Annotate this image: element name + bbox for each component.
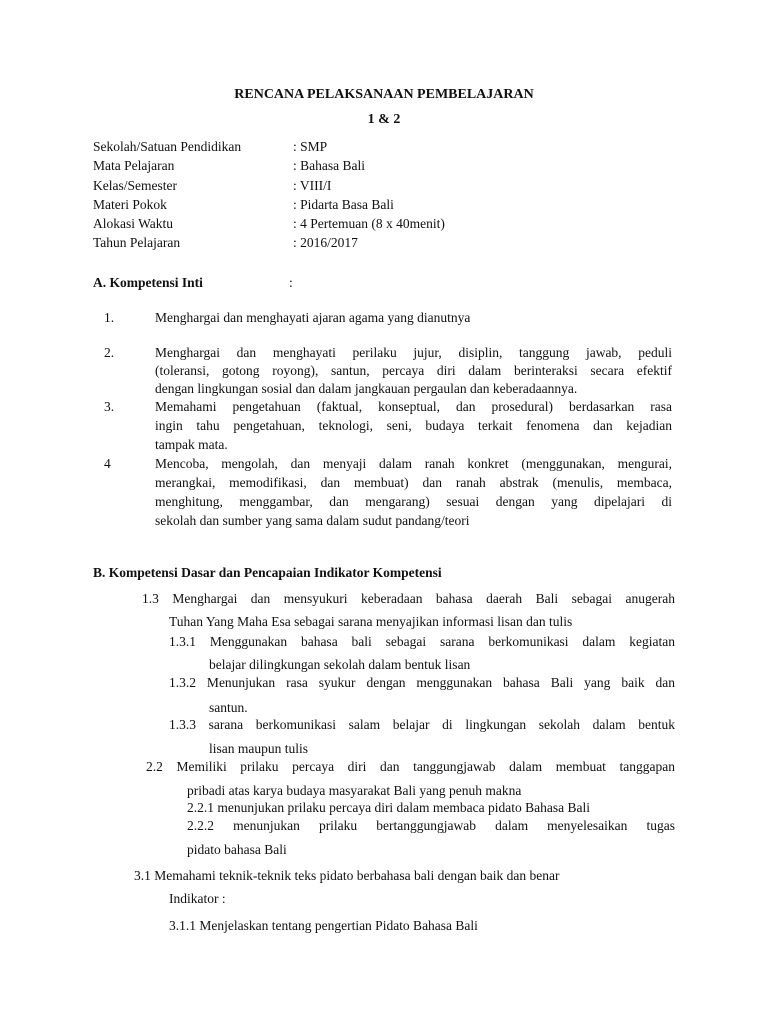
indicator-text: 1.3.2 Menunjukan rasa syukur dengan menggunakan bahasa Bali yang baik dan [169,675,675,690]
ki-text: Menghargai dan menghayati perilaku jujur, disiplin, tanggung jawab, peduli [155,345,672,360]
identity-label: Kelas/Semester [93,178,177,193]
section-a-colon: : [289,275,293,290]
ki-text: merangkai, memodifikasi, dan membuat) dan ranah abstrak (menulis, membaca, [155,475,672,490]
ki-text: Memahami pengetahuan (faktual, konseptual, dan prosedural) berdasarkan rasa [155,399,672,414]
identity-label: Mata Pelajaran [93,158,175,173]
ki-number: 1. [104,310,115,325]
indicator-text: belajar dilingkungan sekolah dalam bentuk lisan [209,657,471,672]
kd-text: pribadi atas karya budaya masyarakat Bali yang penuh makna [187,783,522,798]
identity-value: : Pidarta Basa Bali [293,197,394,212]
identity-label: Materi Pokok [93,197,167,212]
kd-text: Tuhan Yang Maha Esa sebagai sarana menyajikan informasi lisan dan tulis [169,614,573,629]
indicator-text: 1.3.3 sarana berkomunikasi salam belajar di lingkungan sekolah dalam bentuk [169,717,675,732]
identity-label: Alokasi Waktu [93,216,174,231]
ki-text: sekolah dan sumber yang sama dalam sudut pandang/teori [155,513,470,528]
ki-text: menghitung, menggambar, dan mengarang) sesuai dengan yang dipelajari di [155,494,672,509]
identity-value: : 2016/2017 [293,235,358,250]
identity-label: Tahun Pelajaran [93,235,181,250]
ki-text: dengan lingkungan sosial dan dalam jangkauan pergaulan dan keberadaannya. [155,381,578,396]
document-title: RENCANA PELAKSANAAN PEMBELAJARAN [234,87,534,102]
kd-text: 2.2 Memiliki prilaku percaya diri dan tanggungjawab dalam membuat tanggapan [146,759,675,774]
indicator-text: 2.2.1 menunjukan prilaku percaya diri dalam membaca pidato Bahasa Bali [187,800,590,815]
indicator-text: lisan maupun tulis [209,741,308,756]
indicator-text: 3.1.1 Menjelaskan tentang pengertian Pidato Bahasa Bali [169,918,478,933]
ki-text: (toleransi, gotong royong), santun, percaya diri dalam berinteraksi secara efektif [155,363,672,378]
identity-value: : 4 Pertemuan (8 x 40menit) [293,216,445,231]
indicator-text: 2.2.2 menunjukan prilaku bertanggungjawab dalam menyelesaikan tugas [187,818,675,833]
ki-number: 3. [104,399,115,414]
ki-text: tampak mata. [155,437,228,452]
kd-text: 3.1 Memahami teknik-teknik teks pidato berbahasa bali dengan baik dan benar [134,868,560,883]
ki-number: 2. [104,345,115,360]
ki-text: ingin tahu pengetahuan, teknologi, seni, budaya terkait fenomena dan kejadian [155,418,672,433]
indikator-label: Indikator : [169,891,226,906]
ki-number: 4 [104,456,111,471]
identity-label: Sekolah/Satuan Pendidikan [93,139,242,154]
ki-text: Menghargai dan menghayati ajaran agama yang dianutnya [155,310,471,325]
kd-text: 1.3 Menghargai dan mensyukuri keberadaan bahasa daerah Bali sebagai anugerah [142,591,675,606]
identity-value: : SMP [293,139,328,154]
section-b-heading: B. Kompetensi Dasar dan Pencapaian Indikator Kompetensi [93,565,442,580]
indicator-text: 1.3.1 Menggunakan bahasa bali sebagai sarana berkomunikasi dalam kegiatan [169,634,675,649]
section-a-heading: A. Kompetensi Inti [93,275,203,290]
indicator-text: santun. [209,700,248,715]
indicator-text: pidato bahasa Bali [187,842,287,857]
document-subtitle: 1 & 2 [367,112,401,127]
identity-value: : VIII/I [293,178,332,193]
ki-text: Mencoba, mengolah, dan menyaji dalam ranah konkret (menggunakan, mengurai, [155,456,672,471]
identity-value: : Bahasa Bali [293,158,365,173]
